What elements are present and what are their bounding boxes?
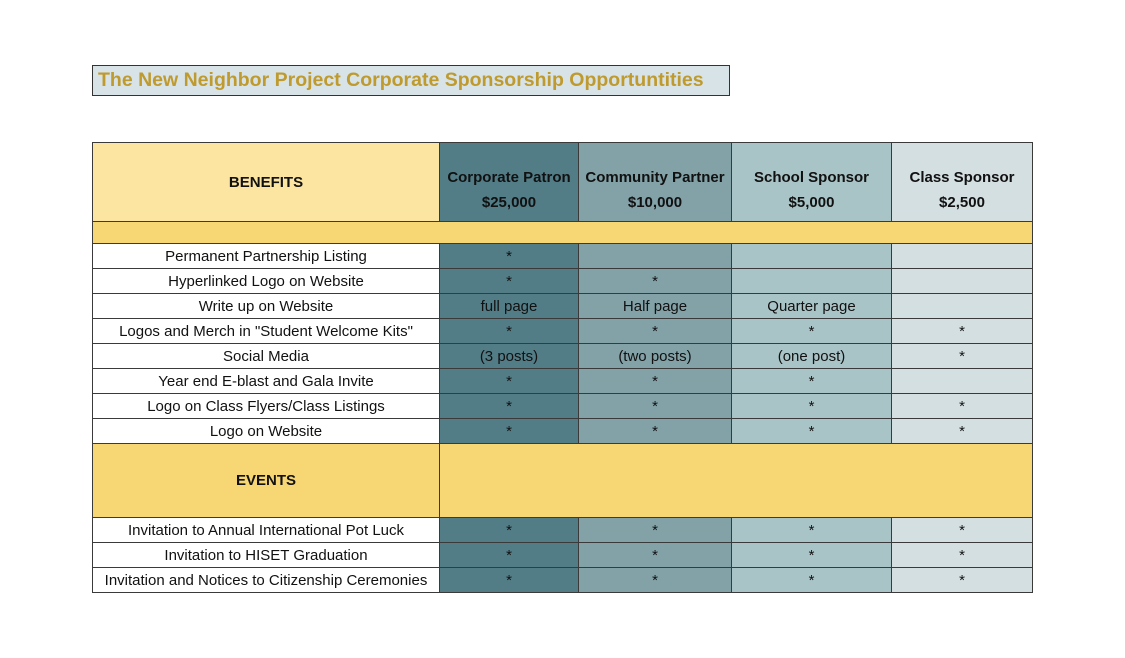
benefit-label: Hyperlinked Logo on Website bbox=[93, 269, 440, 294]
cell-value: * bbox=[892, 419, 1033, 444]
cell-value: * bbox=[579, 369, 732, 394]
cell-value: full page bbox=[440, 294, 579, 319]
cell-value: * bbox=[440, 394, 579, 419]
event-label: Invitation to Annual International Pot Luck bbox=[93, 518, 440, 543]
cell-value bbox=[732, 269, 892, 294]
cell-value: (one post) bbox=[732, 344, 892, 369]
cell-value: * bbox=[892, 518, 1033, 543]
cell-value: * bbox=[732, 369, 892, 394]
events-header-row bbox=[93, 444, 1033, 518]
cell-value bbox=[892, 294, 1033, 319]
table-row bbox=[93, 394, 1033, 419]
cell-value bbox=[732, 244, 892, 269]
benefit-label: Logos and Merch in "Student Welcome Kits" bbox=[93, 319, 440, 344]
table-row bbox=[93, 518, 1033, 543]
tier-name: Class Sponsor bbox=[909, 169, 1015, 186]
cell-value bbox=[892, 244, 1033, 269]
cell-value: * bbox=[579, 269, 732, 294]
tier-name: Community Partner bbox=[585, 169, 725, 186]
table-row bbox=[93, 269, 1033, 294]
benefit-label: Logo on Website bbox=[93, 419, 440, 444]
cell-value: * bbox=[440, 543, 579, 568]
page-title: The New Neighbor Project Corporate Sponsorship Opportuntities bbox=[92, 65, 730, 96]
cell-value bbox=[892, 269, 1033, 294]
cell-value: * bbox=[579, 568, 732, 593]
cell-value: * bbox=[892, 319, 1033, 344]
cell-value: * bbox=[440, 568, 579, 593]
cell-value: * bbox=[440, 244, 579, 269]
cell-value: * bbox=[732, 543, 892, 568]
benefits-header: BENEFITS bbox=[93, 143, 440, 222]
cell-value: * bbox=[440, 269, 579, 294]
separator-band bbox=[93, 222, 1033, 244]
tier-price: $10,000 bbox=[627, 194, 683, 211]
tier-school-sponsor bbox=[732, 143, 892, 222]
cell-value: * bbox=[732, 394, 892, 419]
tier-price: $2,500 bbox=[939, 194, 985, 211]
cell-value: (two posts) bbox=[579, 344, 732, 369]
cell-value: * bbox=[440, 319, 579, 344]
cell-value: * bbox=[732, 518, 892, 543]
cell-value: * bbox=[732, 419, 892, 444]
benefit-label: Year end E-blast and Gala Invite bbox=[93, 369, 440, 394]
cell-value: * bbox=[579, 518, 732, 543]
table-row bbox=[93, 568, 1033, 593]
tier-community-partner bbox=[579, 143, 732, 222]
cell-value: * bbox=[892, 344, 1033, 369]
event-label: Invitation and Notices to Citizenship Ceremonies bbox=[93, 568, 440, 593]
cell-value: * bbox=[892, 568, 1033, 593]
cell-value: * bbox=[892, 394, 1033, 419]
tier-price: $5,000 bbox=[788, 194, 835, 211]
cell-value: * bbox=[732, 568, 892, 593]
cell-value: * bbox=[579, 419, 732, 444]
cell-value bbox=[579, 244, 732, 269]
event-label: Invitation to HISET Graduation bbox=[93, 543, 440, 568]
table-row bbox=[93, 294, 1033, 319]
tier-price: $25,000 bbox=[481, 194, 537, 211]
cell-value bbox=[892, 369, 1033, 394]
events-header: EVENTS bbox=[93, 444, 440, 518]
tier-class-sponsor bbox=[892, 143, 1033, 222]
table-row bbox=[93, 344, 1033, 369]
benefit-label: Write up on Website bbox=[93, 294, 440, 319]
cell-value: * bbox=[440, 369, 579, 394]
cell-value: * bbox=[440, 419, 579, 444]
table-row bbox=[93, 319, 1033, 344]
cell-value: Half page bbox=[579, 294, 732, 319]
cell-value: * bbox=[440, 518, 579, 543]
table-row bbox=[93, 244, 1033, 269]
cell-value: * bbox=[579, 394, 732, 419]
cell-value: * bbox=[892, 543, 1033, 568]
cell-value: * bbox=[579, 543, 732, 568]
sponsorship-table bbox=[92, 142, 1033, 593]
benefit-label: Social Media bbox=[93, 344, 440, 369]
benefit-label: Logo on Class Flyers/Class Listings bbox=[93, 394, 440, 419]
table-row bbox=[93, 419, 1033, 444]
table-row bbox=[93, 543, 1033, 568]
cell-value: * bbox=[732, 319, 892, 344]
tier-name: Corporate Patron bbox=[447, 169, 571, 186]
tier-name: School Sponsor bbox=[753, 169, 869, 186]
tier-corporate-patron bbox=[440, 143, 579, 222]
header-row bbox=[93, 143, 1033, 222]
cell-value: Quarter page bbox=[732, 294, 892, 319]
table-row bbox=[93, 369, 1033, 394]
cell-value: (3 posts) bbox=[440, 344, 579, 369]
benefit-label: Permanent Partnership Listing bbox=[93, 244, 440, 269]
cell-value: * bbox=[579, 319, 732, 344]
